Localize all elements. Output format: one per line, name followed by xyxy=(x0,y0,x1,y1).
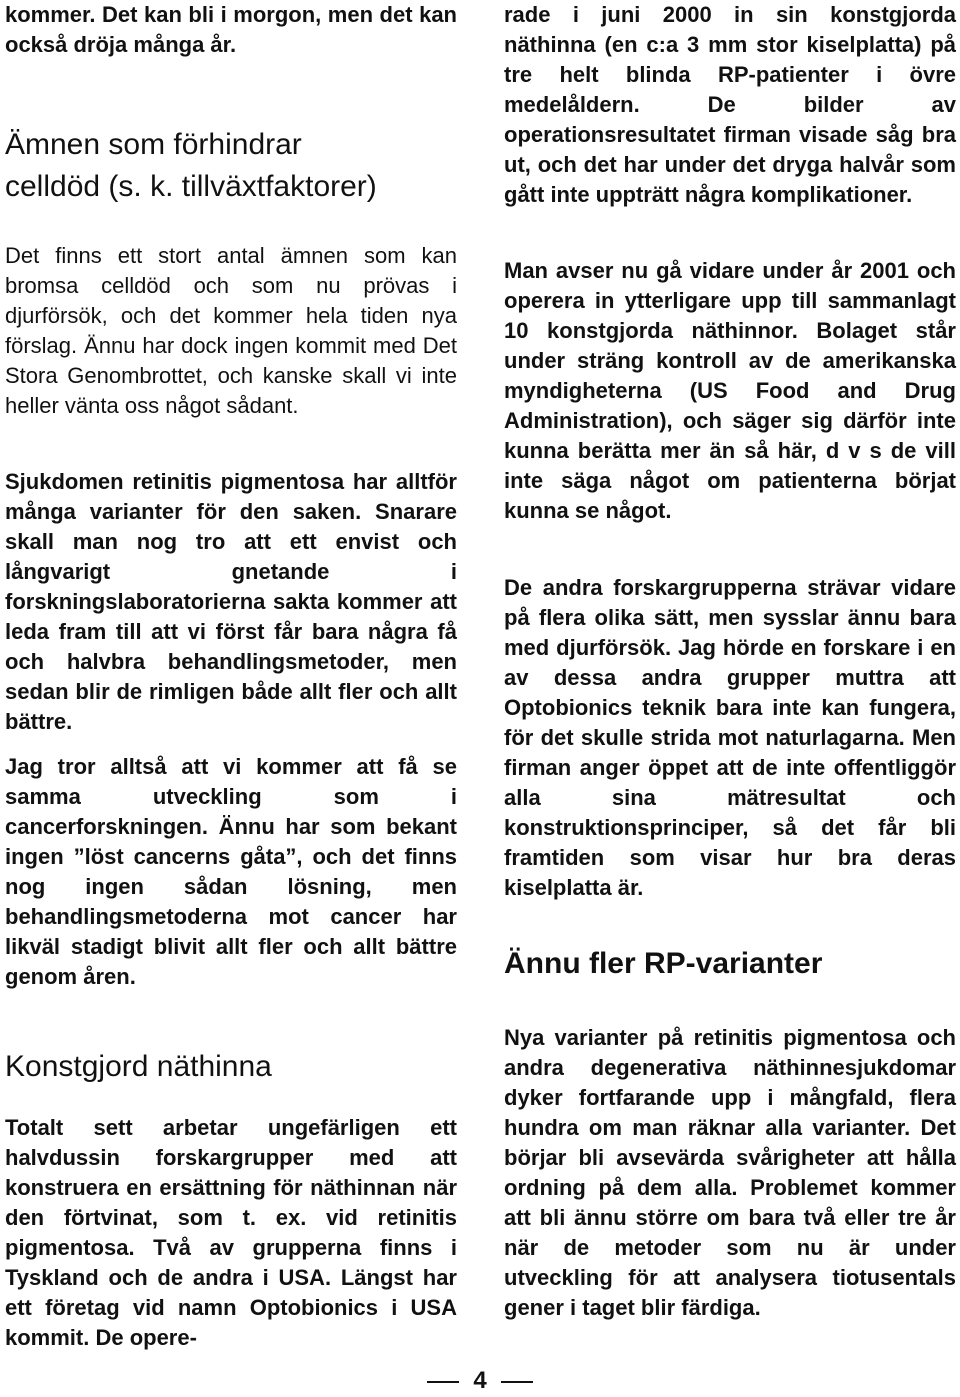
paragraph-artificial-retina-1: Totalt sett arbetar ungefärligen ett halvdussin forskargrupper med att konstruera en ersättning för näthinnan när den förtvinat, som t. ex. vid retinitis pigmentosa. Två av grupperna finns i Tyskland och de andra i USA. Längst har ett företag vid namn Optobionics i USA kommit. De opere- xyxy=(5,1115,457,1350)
heading-line-2: celldöd (s. k. tillväxtfaktorer) xyxy=(5,170,377,203)
section-heading-rp-variants: Ännu fler RP-varianter xyxy=(504,947,823,980)
paragraph-growth-factors-1: Det finns ett stort antal ämnen som kan bromsa celldöd och som nu prövas i djurförsök, och det kommer hela tiden nya förslag. Ännu har dock ingen kommit med Det Stora Genombrottet, och kanske skall vi inte heller vänta oss något sådant. xyxy=(5,243,457,418)
paragraph-growth-factors-2: Sjukdomen retinitis pigmentosa har alltför många varianter för den saken. Snarare skall man nog tro att ett envist och långvarigt gnetande i forskningslaboratorierna sakta kommer att leda fram till att vi först får bara några få och halvbra behandlingsmetoder, men sedan blir de rimligen både allt fler och allt bättre. xyxy=(5,469,457,734)
page-number-value: 4 xyxy=(473,1367,487,1394)
dash-left xyxy=(427,1381,459,1383)
paragraph-artificial-retina-2: rade i juni 2000 in sin konstgjorda näthinna (en c:a 3 mm stor kiselplatta) på tre helt blinda RP-patienter i övre medelåldern. De bilder av operationsresultatet firman visade såg bra ut, och det har under det dryga halvår som gått inte uppträtt några komplikationer. xyxy=(504,2,956,207)
section-heading-artificial-retina: Konstgjord näthinna xyxy=(5,1050,272,1083)
page-number xyxy=(0,1366,960,1396)
paragraph-rp-variants: Nya varianter på retinitis pigmentosa och andra degenerativa näthinnesjukdomar dyker fortfarande upp i mångfald, flera hundra om man räknar alla varianter. Det börjar bli avsevärda svårigheter att hålla ordning på dem alla. Problemet kommer att bli ännu större om bara två eller tre år när de metoder som nu är under utveckling för att analysera tiotusentals gener i taget blir färdiga. xyxy=(504,1025,956,1320)
paragraph-artificial-retina-3: Man avser nu gå vidare under år 2001 och operera in ytterligare upp till sammanlagt 10 konstgjorda näthinnor. Bolaget står under sträng kontroll av de amerikanska myndigheterna (US Food and Drug Administration), och säger sig därför inte kunna berätta mer än så här, d v s de vill inte säga något om patienterna börjat kunna se något. xyxy=(504,258,956,523)
section-heading-growth-factors xyxy=(5,124,457,208)
paragraph-artificial-retina-4: De andra forskargrupperna strävar vidare på flera olika sätt, men sysslar ännu bara med djurförsök. Jag hörde en forskare i en av dessa andra grupper muttra att Optobionics teknik bara inte kan fungera, för det skulle strida mot naturlagarna. Men firman anger öppet att de inte offentliggör alla sina mätresultat och konstruktionsprinciper, så det får bli framtiden som visar hur bra deras kiselplatta är. xyxy=(504,575,956,900)
dash-right xyxy=(501,1381,533,1383)
heading-line-1: Ämnen som förhindrar xyxy=(5,128,302,161)
paragraph-intro: kommer. Det kan bli i morgon, men det kan också dröja många år. xyxy=(5,2,457,57)
paragraph-growth-factors-3: Jag tror alltså att vi kommer att få se samma utveckling som i cancerforskningen. Ännu har som bekant ingen ”löst cancerns gåta”, och det finns nog ingen sådan lösning, men behandlingsmetoderna mot cancer har likväl stadigt blivit allt fler och allt bättre genom åren. xyxy=(5,754,457,989)
